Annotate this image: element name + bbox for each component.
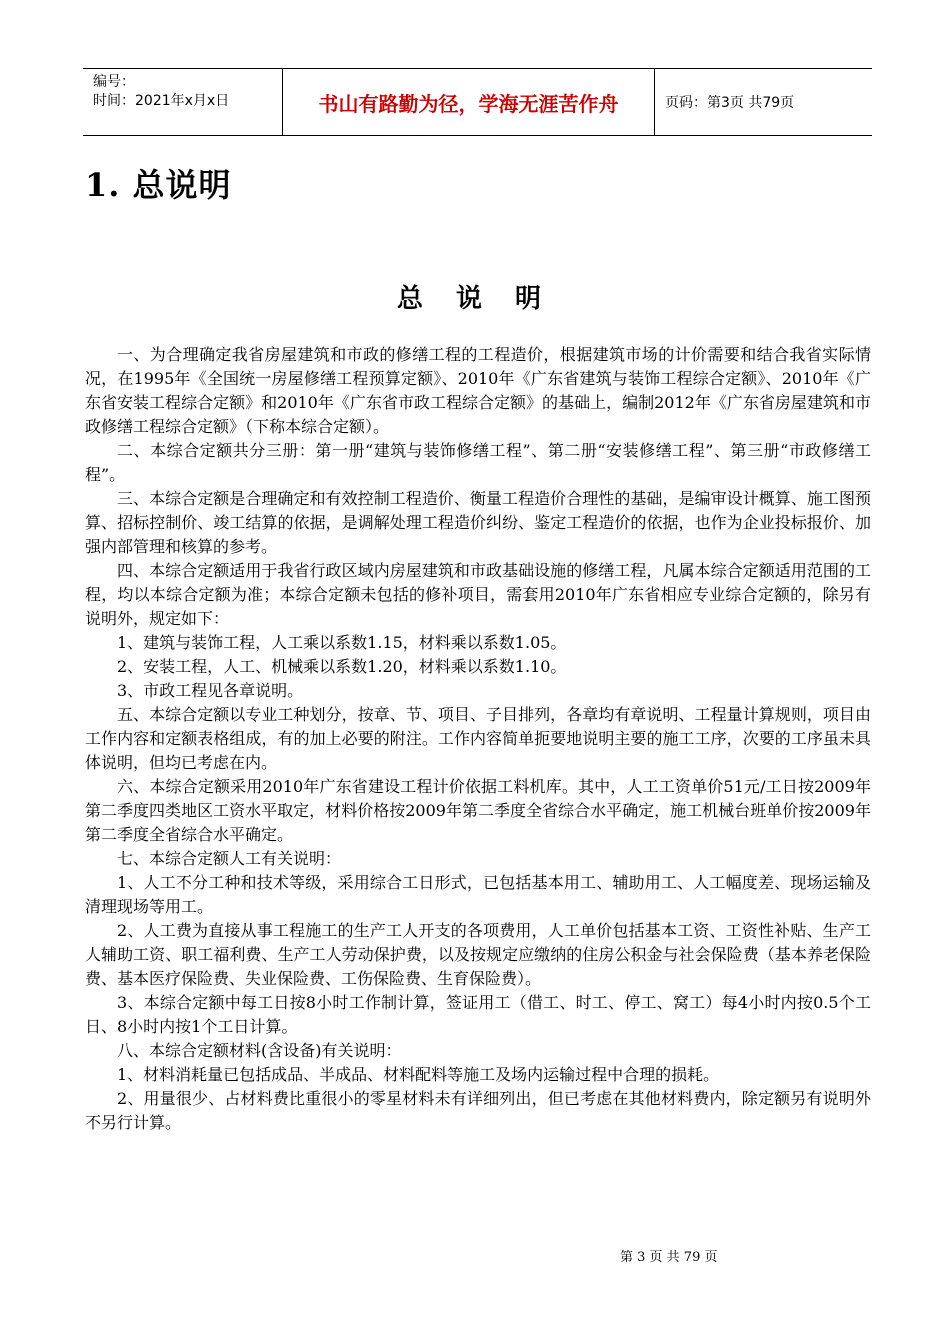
section-heading: 1. 总说明 (85, 166, 232, 204)
time-label: 时间：2021年x月x日 (93, 93, 230, 109)
paragraph: 3、市政工程见各章说明。 (117, 681, 304, 700)
paragraph: 3、本综合定额中每工日按8小时工作制计算，签证用工（借工、时工、停工、窝工）每4小时内按0.5个工日、8小时内按1个工日计算。 (85, 993, 871, 1036)
document-body (85, 343, 871, 1135)
paragraph: 1、材料消耗量已包括成品、半成品、材料配料等施工及场内运输过程中合理的损耗。 (117, 1065, 720, 1084)
header-page-info: 页码：第3页 共79页 (665, 95, 795, 111)
paragraph: 四、本综合定额适用于我省行政区域内房屋建筑和市政基础设施的修缮工程，凡属本综合定额适用范围的工程，均以本综合定额为准；本综合定额未包括的修补项目，需套用2010年广东省相应专业综合定额的，除另有说明外，规定如下： (85, 561, 871, 628)
header-meta-cell (83, 69, 283, 135)
paragraph: 2、人工费为直接从事工程施工的生产工人开支的各项费用，人工单价包括基本工资、工资性补贴、生产工人辅助工资、职工福利费、生产工人劳动保护费，以及按规定应缴纳的住房公积金与社会保险费（基本养老保险费、基本医疗保险费、失业保险费、工伤保险费、生育保险费）。 (85, 921, 871, 988)
header-motto: 书山有路勤为径，学海无涯苦作舟 (283, 69, 655, 135)
paragraph: 2、用量很少、占材料费比重很小的零星材料未有详细列出，但已考虑在其他材料费内，除定额另有说明外不另行计算。 (85, 1089, 871, 1132)
page-footer: 第 3 页 共 79 页 (620, 1250, 718, 1265)
paragraph: 六、本综合定额采用2010年广东省建设工程计价依据工料机库。其中，人工工资单价51元/工日按2009年第二季度四类地区工资水平取定，材料价格按2009年第二季度全省综合水平确定，施工机械台班单价按2009年第二季度全省综合水平确定。 (85, 777, 871, 844)
paragraph: 七、本综合定额人工有关说明： (117, 849, 342, 868)
paragraph: 2、安装工程，人工、机械乘以系数1.20，材料乘以系数1.10。 (117, 657, 567, 676)
paragraph: 1、建筑与装饰工程，人工乘以系数1.15，材料乘以系数1.05。 (117, 633, 567, 652)
paragraph: 二、本综合定额共分三册：第一册“建筑与装饰修缮工程”、第二册“安装修缮工程”、第三册“市政修缮工程”。 (85, 441, 871, 484)
paragraph: 三、本综合定额是合理确定和有效控制工程造价、衡量工程造价合理性的基础，是编审设计概算、施工图预算、招标控制价、竣工结算的依据，是调解处理工程造价纠纷、鉴定工程造价的依据，也作为企业投标报价、加强内部管理和核算的参考。 (85, 489, 871, 556)
paragraph: 五、本综合定额以专业工种划分，按章、节、项目、子目排列，各章均有章说明、工程量计算规则，项目由工作内容和定额表格组成，有的加上必要的附注。工作内容简单扼要地说明主要的施工工序，次要的工序虽未具体说明，但均已考虑在内。 (85, 705, 871, 772)
paragraph: 1、人工不分工种和技术等级，采用综合工日形式，已包括基本用工、辅助用工、人工幅度差、现场运输及清理现场等用工。 (85, 873, 871, 916)
document-title: 总 说 明 (396, 284, 554, 314)
paragraph: 一、为合理确定我省房屋建筑和市政的修缮工程的工程造价，根据建筑市场的计价需要和结合我省实际情况，在1995年《全国统一房屋修缮工程预算定额》、2010年《广东省建筑与装饰工程综合定额》、2010年《广东省安装工程综合定额》和2010年《广东省市政工程综合定额》的基础上，编制2012年《广东省房屋建筑和市政修缮工程综合定额》（下称本综合定额）。 (85, 345, 871, 436)
page-header (83, 68, 872, 136)
paragraph: 八、本综合定额材料(含设备)有关说明： (117, 1041, 402, 1060)
code-label: 编号： (93, 74, 135, 90)
